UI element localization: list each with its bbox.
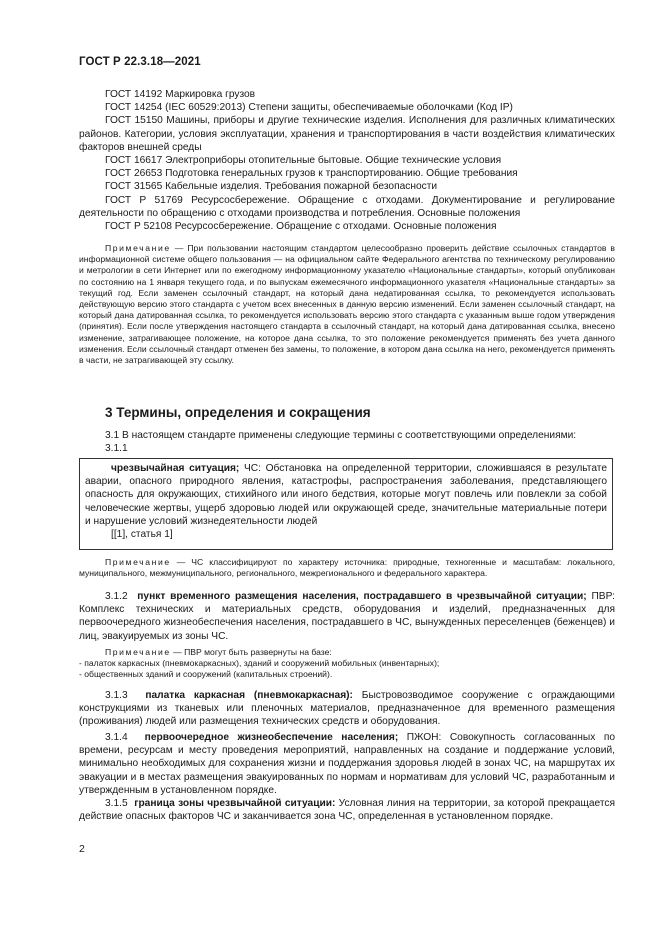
term-definition: Быстровозводимое сооружение с ограждающими конструкциями из тканевых или пленочных материалов, предназначенное для временного размещения (проживания) людей или размещения технических средств и оборудования. [79, 690, 615, 728]
reference-item: ГОСТ 16617 Электроприборы отопительные бытовые. Общие технические условия [105, 155, 502, 167]
document-header: ГОСТ Р 22.3.18—2021 [79, 56, 201, 68]
note-text: — ЧС классифицируют по характеру источника: природные, техногенные и масштабам: локального, муниципального, межмуниципального, регионального, межрегионального и федерального характера. [79, 557, 615, 579]
note-label: Примечание [105, 243, 171, 253]
note-references [79, 243, 615, 366]
term-definition: ПВР: Комплекс технических и материальных средств, оборудования и изделий, предназначенных для первоочередного жизнеобеспечения населения, пострадавшего в ЧС, вынужденных переселенцев (беженцев) и лиц, эвакуируемых из зоны ЧС. [79, 591, 615, 642]
term-title: граница зоны чрезвычайной ситуации: [134, 798, 336, 809]
section-heading: 3 Термины, определения и сокращения [105, 405, 371, 420]
note-emergency [79, 557, 615, 579]
term-title: палатка каркасная (пневмокаркасная): [145, 690, 353, 701]
term-312 [79, 590, 615, 643]
term-source: [[1], статья 1] [111, 529, 173, 541]
note-label: Примечание [105, 647, 171, 657]
reference-item: ГОСТ 14192 Маркировка грузов [105, 89, 256, 100]
note-list-item: - общественных зданий и сооружений (капитальных строений). [79, 669, 333, 680]
term-number: 3.1.2 [105, 591, 128, 602]
reference-item: ГОСТ 14254 (IEC 60529:2013) Степени защиты, обеспечиваемые оболочками (Код IP) [105, 102, 513, 114]
term-number: 3.1.4 [105, 732, 128, 743]
note-pvr [79, 647, 615, 681]
note-text: — ПВР могут быть развернуты на базе: [170, 647, 332, 657]
reference-item: ГОСТ Р 52108 Ресурсосбережение. Обращение с отходами. Основные положения [105, 221, 497, 233]
term-emergency: чрезвычайная ситуация; [111, 463, 240, 474]
reference-item: ГОСТ Р 51769 Ресурсосбережение. Обращение с отходами. Документирование и регулирование деятельности по обращению с отходами производства и потребления. Основные положения [79, 194, 615, 219]
note-list-item: - палаток каркасных (пневмокаркасных), зданий и сооружений мобильных (инвентарных); [79, 658, 440, 669]
section-intro [79, 429, 615, 455]
reference-item: ГОСТ 26653 Подготовка генеральных грузов к транспортированию. Общие требования [105, 168, 518, 180]
term-box [85, 462, 607, 541]
term-315 [79, 797, 615, 823]
intro-text: 3.1 В настоящем стандарте применены следующие термины с соответствующими определениями: [105, 430, 577, 441]
term-emergency-definition: ЧС: Обстановка на определенной территории, сложившаяся в результате аварии, опасного природного явления, катастрофы, распространения заболевания, представляющего опасность для окружающих, стихийного или иного бедствия, которые могут повлечь или повлекли за собой человеческие жертвы, ущерб здоровью людей или окружающей среде, значительные материальные потери и нарушение условий жизнедеятельности людей [85, 463, 608, 527]
term-number: 3.1.5 [105, 798, 128, 809]
clause-number: 3.1.1 [105, 443, 128, 455]
term-313 [79, 689, 615, 729]
note-label: Примечание [105, 557, 171, 567]
reference-item: ГОСТ 31565 Кабельные изделия. Требования пожарной безопасности [105, 181, 438, 193]
term-number: 3.1.3 [105, 690, 128, 701]
note-text: — При пользовании настоящим стандартом целесообразно проверить действие ссылочных стандартов в информационной системе общего пользования — на официальном сайте Федерального агентства по техническому регулированию и метрологии в сети Интернет или по ежегодному информационному указателю «Национальные стандарты», который опубликован по состоянию на 1 января текущего года, и по выпускам ежемесячного информационного указателя «Национальные стандарты» за текущий год. Если заменен ссылочный стандарт, на который дана недатированная ссылка, то рекомендуется использовать действующую версию этого стандарта с учетом всех внесенных в данную версию изменений. Если заменен ссылочный стандарт, на который дана датированная ссылка, то рекомендуется использовать версию этого стандарта с указанным выше годом утверждения (принятия). Если после утверждения настоящего стандарта в ссылочный стандарт, на который дана датированная ссылка, внесено изменение, затрагивающее положение, на которое дана ссылка, то это положение рекомендуется применять без учета данного изменения. Если ссылочный стандарт отменен без замены, то положение, в котором дана ссылка на него, рекомендуется применять в части, не затрагивающей эту ссылку. [79, 243, 615, 366]
term-definition: ПЖОН: Совокупность согласованных по времени, ресурсам и месту проведения мероприятий, направленных на создание и поддержание условий, минимально необходимых для сохранения жизни и поддержания здоровья людей в зонах ЧС, на маршрутах их эвакуации и в местах размещения эвакуированных по нормам и нормативам для условий ЧС, разработанным и утвержденным в установленном порядке. [79, 732, 615, 796]
page-number: 2 [79, 843, 85, 855]
term-definition: Условная линия на территории, за которой прекращается действие опасных факторов ЧС и заканчивается зона ЧС, определенная в установленном порядке. [79, 798, 615, 823]
term-title: первоочередное жизнеобеспечение населения; [144, 732, 399, 743]
reference-item: ГОСТ 15150 Машины, приборы и другие технические изделия. Исполнения для различных климатических районов. Категории, условия эксплуатации, хранения и транспортирования в части воздействия климатических факторов внешней среды [79, 115, 615, 153]
normative-references-list [79, 88, 615, 233]
term-title: пункт временного размещения населения, пострадавшего в чрезвычайной ситуации; [137, 591, 587, 602]
term-314 [79, 731, 615, 797]
